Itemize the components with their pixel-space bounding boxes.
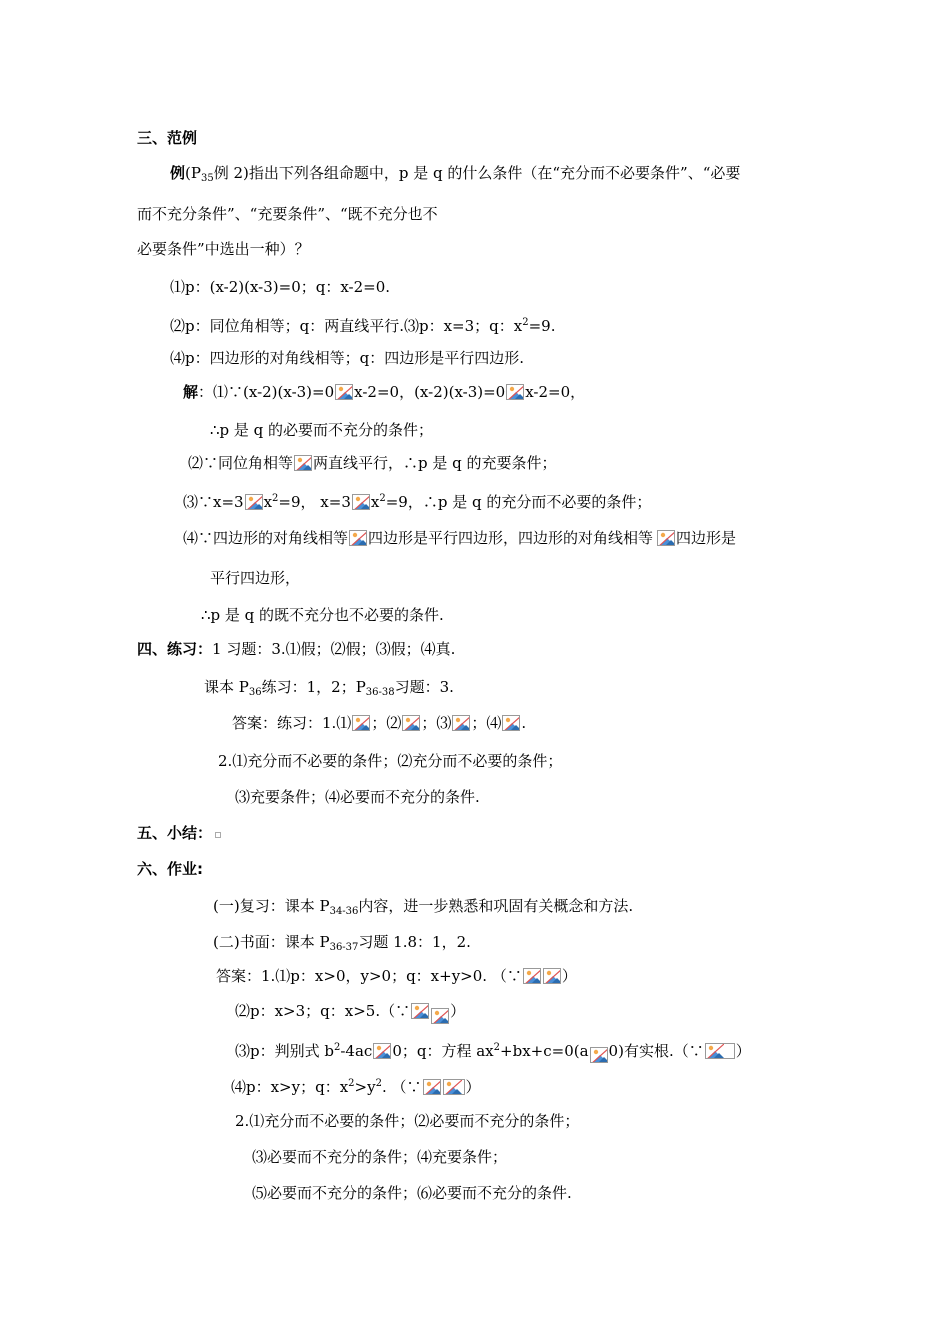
homework-l2b: 习题 1.8：1，2. xyxy=(358,933,471,951)
solution-l3a: ⑵∵同位角相等 xyxy=(188,454,294,472)
practice-l3c: ；⑶ xyxy=(421,714,452,732)
practice-l2b: 练习：1，2；P xyxy=(261,678,366,696)
example-item-2-sup: 2 xyxy=(522,317,529,328)
homework-l5e: 0)有实根.（∵ xyxy=(608,1042,704,1060)
section-heading-4 xyxy=(137,638,455,660)
homework-l6c: . （∵ xyxy=(381,1078,422,1096)
answer-image-icon xyxy=(523,968,541,984)
solution-label: 解 xyxy=(183,383,199,401)
practice-l2a: 课本 P xyxy=(204,678,249,696)
answer-image-icon xyxy=(352,715,370,731)
homework-l4a: ⑵p：x>3；q：x>5.（∵ xyxy=(235,1002,411,1020)
solution-l5b: 四边形是平行四边形，四边形的对角线相等 xyxy=(368,529,654,547)
example-ref: (P xyxy=(185,164,201,182)
not-implies-image-icon xyxy=(349,530,367,546)
section-heading-6: 六、作业: xyxy=(137,860,203,878)
not-implies-image-icon xyxy=(506,384,524,400)
answer-image-icon xyxy=(543,968,561,984)
not-implies-image-icon xyxy=(657,530,675,546)
solution-line-2: ∴p 是 q 的必要而不充分的条件； xyxy=(210,421,434,439)
example-line-2: 而不充分条件”、“充要条件”、“既不充分也不 xyxy=(137,205,438,223)
solution-l1a: ：⑴∵(x-2)(x-3)=0 xyxy=(198,383,335,401)
example-ref-sub: 35 xyxy=(200,173,214,184)
homework-l5c: 0；q：方程 ax xyxy=(392,1042,494,1060)
solution-l4sup2: 2 xyxy=(379,493,386,504)
example-text-1: 指出下列各组命题中，p 是 q 的什么条件（在“充分而不必要条件”、“必要 xyxy=(248,164,741,182)
solution-l5a: ⑷∵四边形的对角线相等 xyxy=(183,529,349,547)
homework-line-7: 2.⑴充分而不必要的条件；⑵必要而不充分的条件； xyxy=(235,1112,580,1130)
example-line-1 xyxy=(170,162,740,190)
practice-line-5: ⑶充要条件；⑷必要而不充分的条件. xyxy=(235,788,480,806)
not-implies-image-icon xyxy=(352,494,370,510)
answer-image-icon xyxy=(423,1079,441,1095)
solution-line-4 xyxy=(183,488,651,513)
solution-line-1 xyxy=(183,381,585,403)
practice-l3b: ；⑵ xyxy=(371,714,402,732)
homework-line-9: ⑸必要而不充分的条件；⑹必要而不充分的条件. xyxy=(252,1184,572,1202)
section-4-title: 四、练习： xyxy=(137,640,213,658)
example-item-4: ⑷p：四边形的对角线相等；q：四边形是平行四边形. xyxy=(170,349,524,367)
solution-l4sup: 2 xyxy=(272,493,279,504)
homework-line-4 xyxy=(235,1000,465,1024)
homework-l5d: +bx+c=0(a xyxy=(500,1042,589,1060)
placeholder-mark-icon xyxy=(215,832,221,838)
solution-l5c: 四边形是 xyxy=(676,529,737,547)
example-item-2 xyxy=(170,312,555,337)
answer-image-icon xyxy=(411,1003,429,1019)
solution-line-3 xyxy=(188,452,557,474)
practice-line-2 xyxy=(204,676,454,704)
solution-l4c: =9， x=3 xyxy=(278,493,351,511)
homework-l1a: (一)复习：课本 P xyxy=(213,897,330,915)
answer-image-icon xyxy=(502,715,520,731)
example-ref-rest: 例 2) xyxy=(213,164,249,182)
practice-l3a: 答案：练习：1.⑴ xyxy=(232,714,352,732)
homework-l5f: ） xyxy=(735,1042,751,1060)
example-line-3: 必要条件”中选出一种）？ xyxy=(137,240,310,258)
homework-l6a: ⑷p：x>y；q：x xyxy=(231,1078,349,1096)
implies-image-icon xyxy=(335,384,353,400)
practice-l2sub2: 36-38 xyxy=(365,687,395,698)
homework-l1sub: 34-36 xyxy=(329,906,359,917)
solution-l4a: ⑶∵x=3 xyxy=(183,493,244,511)
practice-line-4: 2.⑴充分而不必要的条件；⑵充分而不必要的条件； xyxy=(218,752,563,770)
answer-image-icon xyxy=(452,715,470,731)
equivalent-image-icon xyxy=(294,455,312,471)
practice-l2sub: 36 xyxy=(248,687,262,698)
implies-image-icon xyxy=(245,494,263,510)
example-label: 例 xyxy=(170,164,186,182)
answer-image-icon xyxy=(705,1043,735,1059)
practice-line-1: 1 习题：3.⑴假；⑵假；⑶假；⑷真. xyxy=(212,640,456,658)
homework-l6d: ） xyxy=(465,1078,481,1096)
homework-l3b: ） xyxy=(561,967,577,985)
section-heading-5 xyxy=(137,822,221,844)
practice-l2c: 习题：3. xyxy=(394,678,454,696)
homework-l5sup2: 2 xyxy=(493,1042,501,1053)
solution-l3b: 两直线平行，∴p 是 q 的充要条件； xyxy=(313,454,557,472)
solution-line-5 xyxy=(183,527,736,549)
homework-line-3 xyxy=(216,965,577,987)
solution-l1c: x-2=0， xyxy=(525,383,586,401)
answer-image-icon xyxy=(443,1079,465,1095)
answer-image-icon xyxy=(402,715,420,731)
practice-l3e: . xyxy=(521,714,527,732)
homework-line-2 xyxy=(213,931,471,959)
solution-line-7: ∴p 是 q 的既不充分也不必要的条件. xyxy=(201,606,444,624)
solution-l1b: x-2=0，(x-2)(x-3)=0 xyxy=(354,383,506,401)
example-item-1: ⑴p：(x-2)(x-3)=0；q：x-2=0. xyxy=(170,278,391,296)
answer-image-icon xyxy=(590,1047,608,1063)
homework-l2a: (二)书面：课本 P xyxy=(213,933,330,951)
practice-l3d: ；⑷ xyxy=(471,714,502,732)
homework-l4b: ） xyxy=(450,1002,466,1020)
answer-image-icon xyxy=(431,1008,449,1024)
solution-l4d: x xyxy=(370,493,380,511)
section-heading-3: 三、范例 xyxy=(137,129,198,147)
homework-l3a: 答案：1.⑴p：x>0，y>0；q：x+y>0. （∵ xyxy=(216,967,522,985)
example-item-2-tail: =9. xyxy=(528,317,556,335)
homework-l6b: >y xyxy=(354,1078,376,1096)
homework-l5b: -4ac xyxy=(340,1042,373,1060)
solution-l4b: x xyxy=(263,493,273,511)
solution-line-6: 平行四边形， xyxy=(210,569,301,587)
homework-l2sub: 36-37 xyxy=(329,942,359,953)
homework-line-1 xyxy=(213,895,633,923)
homework-l5sup: 2 xyxy=(333,1042,341,1053)
homework-line-5 xyxy=(235,1037,751,1063)
answer-image-icon xyxy=(373,1043,391,1059)
homework-l1b: 内容，进一步熟悉和巩固有关概念和方法. xyxy=(358,897,634,915)
section-5-title: 五、小结： xyxy=(137,824,213,842)
solution-l4e: =9，∴p 是 q 的充分而不必要的条件； xyxy=(385,493,652,511)
homework-l6sup2: 2 xyxy=(375,1078,382,1089)
homework-line-6 xyxy=(231,1073,481,1098)
homework-line-8: ⑶必要而不充分的条件；⑷充要条件； xyxy=(252,1148,508,1166)
homework-l6sup: 2 xyxy=(348,1078,355,1089)
practice-line-3 xyxy=(232,712,526,734)
homework-l5a: ⑶p：判别式 b xyxy=(235,1042,334,1060)
example-item-2-text: ⑵p：同位角相等；q：两直线平行.⑶p：x=3；q：x xyxy=(170,317,523,335)
